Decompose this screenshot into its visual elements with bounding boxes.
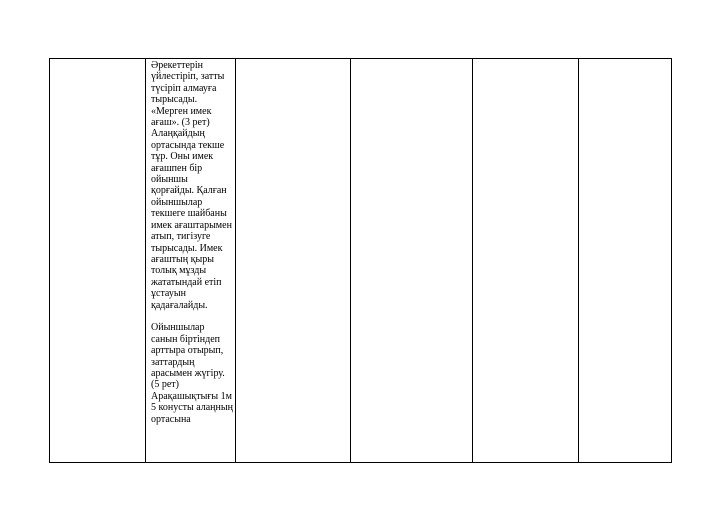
table-cell-4 — [351, 59, 473, 463]
exercise-paragraph-2: Ойыншылар санын біртіндеп арттыра отырып, заттардың арасымен жүгіру. (5 рет) Арақашықтығы 1м 5 конусты алаңның ортасына — [151, 322, 233, 425]
table-cell-2 — [146, 59, 236, 463]
lesson-plan-table — [49, 58, 672, 463]
table-cell-6 — [579, 59, 672, 463]
table-cell-1 — [50, 59, 146, 463]
exercise-paragraph-1: Әрекеттерін үйлестіріп, затты түсіріп алмауға тырысады. «Мерген имек ағаш». (3 рет) Алаңқайдың ортасында текше тұр. Оны имек ағашпен бір ойыншы қорғайды. Қалған ойыншылар текшеге шайбаны имек ағаштарымен атып, тигізуге тырысады. Имек ағаштың қыры толық мұзды жататындай етіп ұстауын қадағалайды. — [151, 60, 232, 311]
table-row — [50, 59, 672, 463]
table-cell-5 — [473, 59, 579, 463]
exercise-description — [146, 59, 235, 425]
table-cell-3 — [236, 59, 351, 463]
